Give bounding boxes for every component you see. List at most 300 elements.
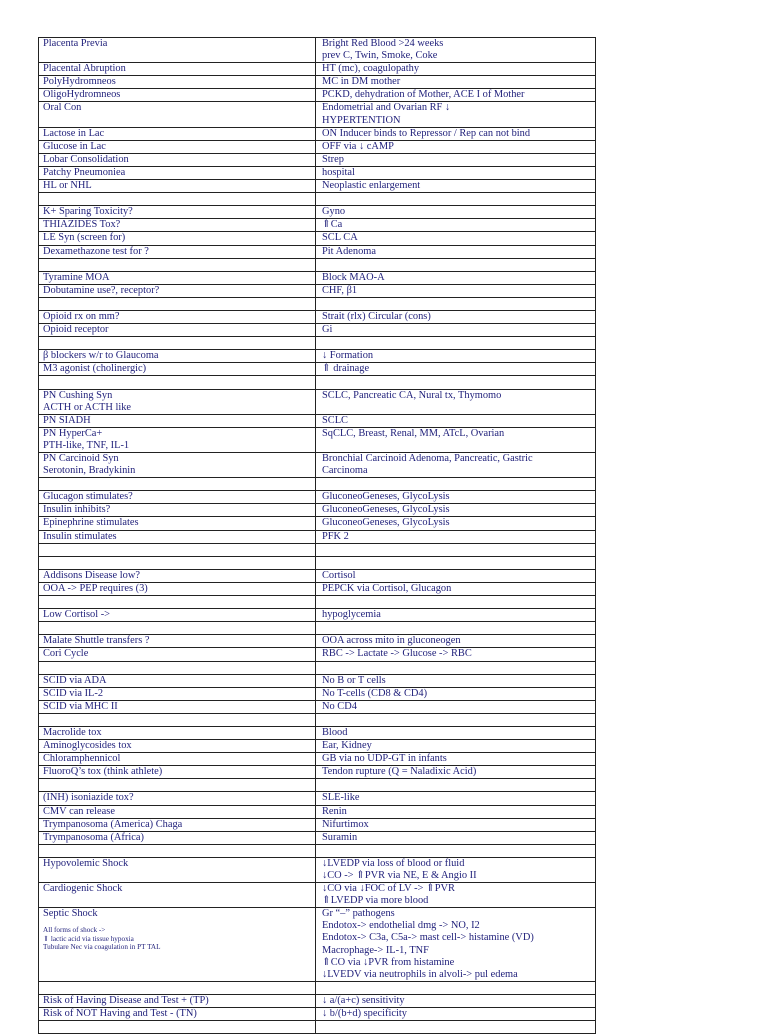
answer-cell (316, 753, 596, 766)
answer-text: ↓ Formation (322, 350, 374, 362)
answer-cell (316, 193, 596, 206)
term-text: Glucose in Lac (43, 140, 106, 152)
term-text: Risk of NOT Having and Test - (TN) (43, 1008, 197, 1020)
table-row (39, 805, 596, 818)
term-text (43, 298, 315, 310)
table-row (39, 981, 596, 994)
answer-cell (316, 350, 596, 363)
table-row (39, 324, 596, 337)
answer-text: ⇑ drainage (322, 363, 370, 375)
term-text (43, 622, 315, 634)
answer-cell (316, 674, 596, 687)
answer-text: SCLC, Pancreatic CA, Nural tx, Thymomo (322, 389, 502, 401)
term-text: Placenta Previa (43, 38, 108, 49)
table-row (39, 297, 596, 310)
answer-text: OFF via ↓ cAMP (322, 140, 394, 152)
small-note: All forms of shock -> (43, 926, 106, 935)
small-note: Tubulare Nec via coagulation in PT TAL (43, 942, 161, 951)
term-cell (39, 193, 316, 206)
table-row (39, 530, 596, 543)
table-row (39, 102, 596, 127)
answer-cell (316, 153, 596, 166)
term-text (43, 557, 315, 569)
term-text (43, 544, 315, 556)
term-text: Hypovolemic Shock (43, 857, 129, 869)
answer-cell (316, 478, 596, 491)
term-text (43, 478, 315, 490)
term-text: SCID via MHC II (43, 700, 118, 712)
answer-cell (316, 740, 596, 753)
answer-text: ON Inducer binds to Repressor / Rep can not bind (322, 127, 531, 139)
answer-cell (316, 89, 596, 102)
term-cell (39, 350, 316, 363)
term-text: ACTH or ACTH like (43, 401, 132, 413)
term-text: Lobar Consolidation (43, 153, 129, 165)
term-cell (39, 994, 316, 1007)
term-text: Placental Abruption (43, 63, 126, 75)
term-cell (39, 478, 316, 491)
answer-text: PFK 2 (322, 530, 349, 542)
answer-text (322, 1021, 595, 1033)
term-text: FluoroQ’s tox (think athlete) (43, 766, 163, 778)
answer-text: Strait (rlx) Circular (cons) (322, 310, 431, 322)
table-row (39, 609, 596, 622)
answer-text: ↓ a/(a+c) sensitivity (322, 994, 405, 1006)
table-row (39, 232, 596, 245)
term-text: Dobutamine use?, receptor? (43, 284, 160, 296)
table-row (39, 63, 596, 76)
term-cell (39, 491, 316, 504)
table-row (39, 831, 596, 844)
table-row (39, 596, 596, 609)
answer-cell (316, 140, 596, 153)
answer-text (322, 662, 595, 674)
term-text: Opioid rx on mm? (43, 310, 120, 322)
answer-text: PEPCK via Cortisol, Glucagon (322, 582, 452, 594)
answer-cell (316, 504, 596, 517)
answer-text (322, 478, 595, 490)
table-row (39, 258, 596, 271)
answer-cell (316, 831, 596, 844)
answer-cell (316, 994, 596, 1007)
table-row (39, 271, 596, 284)
term-text: Chloramphennicol (43, 753, 121, 765)
answer-text: prev C, Twin, Smoke, Coke (322, 50, 438, 62)
term-cell (39, 530, 316, 543)
term-text (43, 376, 315, 388)
table-row (39, 219, 596, 232)
table-row (39, 284, 596, 297)
term-text: Low Cortisol -> (43, 609, 111, 621)
answer-cell (316, 766, 596, 779)
table-row (39, 414, 596, 427)
answer-cell (316, 389, 596, 414)
table-row (39, 478, 596, 491)
term-cell (39, 569, 316, 582)
term-cell (39, 284, 316, 297)
answer-text: HYPERTENTION (322, 114, 401, 126)
table-row (39, 792, 596, 805)
answer-text: Pit Adenoma (322, 245, 376, 257)
answer-text (322, 259, 595, 271)
table-row (39, 700, 596, 713)
answer-cell (316, 635, 596, 648)
term-text: Insulin inhibits? (43, 504, 111, 516)
term-cell (39, 166, 316, 179)
term-text: Oral Con (43, 102, 82, 114)
answer-cell (316, 609, 596, 622)
term-text: OOA -> PEP requires (3) (43, 582, 148, 594)
term-text: Cori Cycle (43, 648, 89, 660)
answer-cell (316, 38, 596, 63)
answer-cell (316, 1008, 596, 1021)
answer-cell (316, 76, 596, 89)
term-cell (39, 389, 316, 414)
answer-text (322, 544, 595, 556)
term-cell (39, 556, 316, 569)
table-row (39, 363, 596, 376)
term-cell (39, 779, 316, 792)
term-cell (39, 981, 316, 994)
term-cell (39, 504, 316, 517)
term-text: Glucagon stimulates? (43, 491, 133, 503)
term-cell (39, 232, 316, 245)
term-text: SCID via ADA (43, 674, 107, 686)
answer-cell (316, 726, 596, 739)
answer-text: RBC -> Lactate -> Glucose -> RBC (322, 648, 472, 660)
table-row (39, 193, 596, 206)
answer-cell (316, 63, 596, 76)
table-row (39, 1008, 596, 1021)
answer-cell (316, 297, 596, 310)
term-cell (39, 844, 316, 857)
answer-text: Suramin (322, 831, 358, 843)
term-cell (39, 596, 316, 609)
table-row (39, 310, 596, 323)
answer-cell (316, 596, 596, 609)
term-cell (39, 687, 316, 700)
answer-text (322, 622, 595, 634)
table-row (39, 582, 596, 595)
term-cell (39, 363, 316, 376)
answer-text: ⇑LVEDP via more blood (322, 895, 429, 907)
answer-cell (316, 818, 596, 831)
answer-text: Neoplastic enlargement (322, 180, 421, 192)
term-cell (39, 582, 316, 595)
table-row (39, 674, 596, 687)
term-cell (39, 219, 316, 232)
answer-text: Tendon rupture (Q = Naladixic Acid) (322, 766, 477, 778)
term-text: PN SIADH (43, 414, 91, 426)
answer-text: GB via no UDP-GT in infants (322, 753, 447, 765)
answer-cell (316, 908, 596, 982)
term-text: Tyramine MOA (43, 271, 110, 283)
term-cell (39, 766, 316, 779)
table-row (39, 1021, 596, 1034)
answer-text: Blood (322, 726, 348, 738)
term-cell (39, 753, 316, 766)
table-row (39, 127, 596, 140)
answer-text: SCLC (322, 414, 348, 426)
term-text: HL or NHL (43, 180, 92, 192)
table-row (39, 543, 596, 556)
table-row (39, 166, 596, 179)
answer-text: Gyno (322, 206, 346, 218)
answer-text: Strep (322, 153, 344, 165)
answer-text: hypoglycemia (322, 609, 381, 621)
answer-cell (316, 102, 596, 127)
term-text: Lactose in Lac (43, 127, 105, 139)
answer-text: Nifurtimox (322, 818, 369, 830)
table-row (39, 337, 596, 350)
answer-cell (316, 981, 596, 994)
table-row (39, 753, 596, 766)
term-cell (39, 258, 316, 271)
answer-cell (316, 376, 596, 389)
table-row (39, 779, 596, 792)
answer-text (322, 298, 595, 310)
term-text: Opioid receptor (43, 324, 109, 336)
term-cell (39, 674, 316, 687)
term-text (43, 779, 315, 791)
answer-text: Endotox-> C3a, C5a-> mast cell-> histamine (VD) (322, 932, 534, 944)
term-cell (39, 310, 316, 323)
term-text (43, 337, 315, 349)
term-cell (39, 908, 316, 982)
answer-text: Endotox-> endothelial dmg -> NO, I2 (322, 920, 480, 932)
answer-text: ↓ b/(b+d) specificity (322, 1008, 407, 1020)
notes-table (38, 37, 596, 1034)
term-text: Patchy Pneumoniea (43, 166, 126, 178)
term-text (43, 259, 315, 271)
answer-cell (316, 245, 596, 258)
term-cell (39, 427, 316, 452)
answer-cell (316, 363, 596, 376)
table-row (39, 908, 596, 982)
answer-text: Bronchial Carcinoid Adenoma, Pancreatic, Gastric (322, 453, 533, 464)
answer-text (322, 982, 595, 994)
term-cell (39, 102, 316, 127)
term-text: SCID via IL-2 (43, 687, 104, 699)
term-cell (39, 883, 316, 908)
term-cell (39, 153, 316, 166)
term-text: LE Syn (screen for) (43, 232, 126, 244)
term-text: Risk of Having Disease and Test + (TP) (43, 994, 209, 1006)
answer-cell (316, 127, 596, 140)
table-row (39, 180, 596, 193)
term-cell (39, 206, 316, 219)
answer-text (322, 337, 595, 349)
term-text: Trympanosoma (America) Chaga (43, 818, 183, 830)
answer-text: Cortisol (322, 569, 356, 581)
term-cell (39, 127, 316, 140)
term-cell (39, 543, 316, 556)
term-text: PTH-like, TNF, IL-1 (43, 439, 130, 451)
answer-cell (316, 713, 596, 726)
table-row (39, 504, 596, 517)
term-text: Serotonin, Bradykinin (43, 465, 136, 477)
term-cell (39, 700, 316, 713)
answer-text: ⇑Ca (322, 219, 343, 231)
term-cell (39, 297, 316, 310)
answer-text: Renin (322, 805, 347, 817)
answer-text: Gi (322, 324, 333, 336)
term-cell (39, 857, 316, 882)
term-cell (39, 89, 316, 102)
table-row (39, 376, 596, 389)
answer-cell (316, 337, 596, 350)
term-text: Addisons Disease low? (43, 569, 140, 581)
answer-cell (316, 1021, 596, 1034)
term-cell (39, 609, 316, 622)
term-cell (39, 271, 316, 284)
table-row (39, 687, 596, 700)
answer-text: GluconeoGeneses, GlycoLysis (322, 491, 450, 503)
answer-text: Bright Red Blood >24 weeks (322, 38, 444, 49)
answer-text: ↓LVEDP via loss of blood or fluid (322, 857, 465, 869)
term-cell (39, 713, 316, 726)
term-cell (39, 635, 316, 648)
small-note: ⇑ lactic acid via tissue hypoxia (43, 934, 134, 943)
answer-text: No CD4 (322, 700, 357, 712)
term-cell (39, 76, 316, 89)
answer-text: No T-cells (CD8 & CD4) (322, 687, 428, 699)
answer-cell (316, 427, 596, 452)
answer-text: Ear, Kidney (322, 740, 372, 752)
answer-text: HT (mc), coagulopathy (322, 63, 420, 75)
table-row (39, 453, 596, 478)
answer-cell (316, 687, 596, 700)
answer-text (322, 714, 595, 726)
answer-text: CHF, β1 (322, 284, 358, 296)
answer-text: MC in DM mother (322, 76, 401, 88)
term-cell (39, 818, 316, 831)
term-cell (39, 245, 316, 258)
term-cell (39, 414, 316, 427)
answer-text: Macrophage-> IL-1, TNF (322, 944, 429, 956)
answer-text: No B or T cells (322, 674, 386, 686)
term-text: OligoHydromneos (43, 89, 121, 101)
table-row (39, 389, 596, 414)
answer-text: SLE-like (322, 792, 360, 804)
term-cell (39, 661, 316, 674)
answer-cell (316, 556, 596, 569)
table-row (39, 726, 596, 739)
answer-cell (316, 700, 596, 713)
answer-text: Endometrial and Ovarian RF ↓ (322, 102, 451, 114)
table-row (39, 622, 596, 635)
term-cell (39, 805, 316, 818)
term-text: Malate Shuttle transfers ? (43, 635, 150, 647)
answer-text: hospital (322, 166, 355, 178)
answer-cell (316, 530, 596, 543)
table-row (39, 556, 596, 569)
answer-cell (316, 517, 596, 530)
term-cell (39, 740, 316, 753)
term-text (43, 714, 315, 726)
answer-text: GluconeoGeneses, GlycoLysis (322, 504, 450, 516)
table-row (39, 713, 596, 726)
answer-cell (316, 805, 596, 818)
table-row (39, 427, 596, 452)
table-row (39, 76, 596, 89)
term-cell (39, 1021, 316, 1034)
term-text: PolyHydromneos (43, 76, 116, 88)
answer-text: ⇑CO via ↓PVR from histamine (322, 956, 455, 968)
term-cell (39, 517, 316, 530)
term-text: M3 agonist (cholinergic) (43, 363, 147, 375)
answer-cell (316, 661, 596, 674)
answer-text: GluconeoGeneses, GlycoLysis (322, 517, 450, 529)
answer-cell (316, 180, 596, 193)
answer-text: OOA across mito in gluconeogen (322, 635, 461, 647)
answer-cell (316, 219, 596, 232)
term-text: PN HyperCa+ (43, 427, 103, 439)
table-row (39, 648, 596, 661)
term-cell (39, 324, 316, 337)
answer-text (322, 557, 595, 569)
term-text: Epinephrine stimulates (43, 517, 139, 529)
term-text (43, 1021, 315, 1033)
table-row (39, 740, 596, 753)
answer-cell (316, 883, 596, 908)
answer-cell (316, 844, 596, 857)
table-row (39, 350, 596, 363)
answer-cell (316, 271, 596, 284)
answer-cell (316, 414, 596, 427)
table-row (39, 569, 596, 582)
answer-cell (316, 491, 596, 504)
table-row (39, 883, 596, 908)
answer-cell (316, 284, 596, 297)
answer-text: ↓LVEDV via neutrophils in alvoli-> pul edema (322, 968, 518, 980)
answer-cell (316, 622, 596, 635)
answer-text: ↓CO -> ⇑PVR via NE, E & Angio II (322, 870, 477, 881)
table-row (39, 844, 596, 857)
term-text: Insulin stimulates (43, 530, 117, 542)
answer-text (322, 596, 595, 608)
term-text: Dexamethazone test for ? (43, 245, 149, 257)
term-text (43, 596, 315, 608)
answer-cell (316, 258, 596, 271)
term-text: Aminoglycosides tox (43, 740, 132, 752)
term-cell (39, 831, 316, 844)
term-cell (39, 622, 316, 635)
table-row (39, 661, 596, 674)
term-text: PN Carcinoid Syn (43, 453, 119, 464)
term-cell (39, 38, 316, 63)
answer-text (322, 779, 595, 791)
answer-cell (316, 232, 596, 245)
table-row (39, 857, 596, 882)
answer-cell (316, 779, 596, 792)
term-cell (39, 337, 316, 350)
table-row (39, 140, 596, 153)
term-text: Cardiogenic Shock (43, 883, 123, 895)
table-row (39, 818, 596, 831)
term-cell (39, 453, 316, 478)
answer-text: Block MAO-A (322, 271, 385, 283)
answer-text: PCKD, dehydration of Mother, ACE I of Mother (322, 89, 525, 101)
answer-cell (316, 324, 596, 337)
term-text (43, 193, 315, 205)
answer-text (322, 193, 595, 205)
term-text: K+ Sparing Toxicity? (43, 206, 133, 218)
table-row (39, 635, 596, 648)
term-text: Septic Shock (43, 908, 98, 920)
answer-cell (316, 792, 596, 805)
term-text (43, 845, 315, 857)
